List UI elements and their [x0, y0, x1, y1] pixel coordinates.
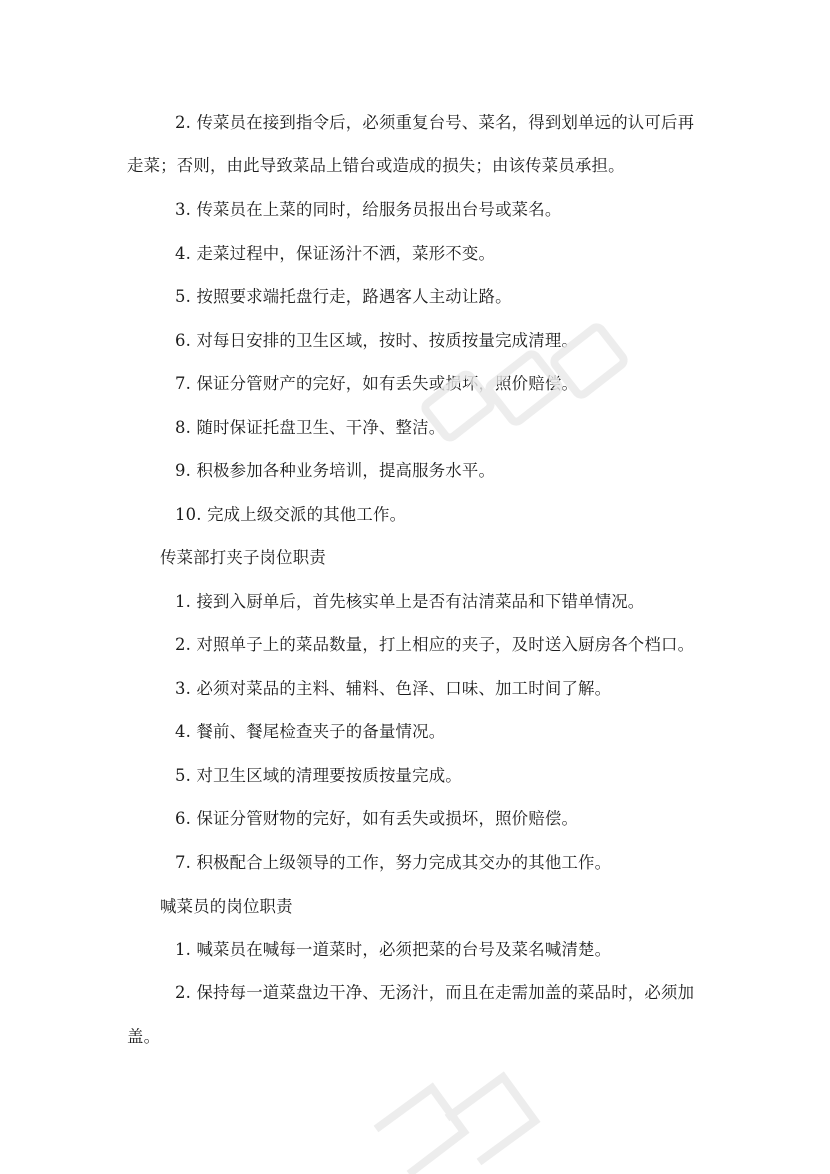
section-heading: 传菜部打夹子岗位职责	[160, 548, 326, 567]
text-line: 3. 必须对菜品的主料、辅料、色泽、口味、加工时间了解。	[175, 679, 612, 698]
text-line: 7. 保证分管财产的完好，如有丢失或损坏，照价赔偿。	[175, 374, 579, 393]
text-line: 1. 接到入厨单后，首先核实单上是否有沽清菜品和下错单情况。	[175, 592, 645, 611]
text-line: 6. 保证分管财物的完好，如有丢失或损坏，照价赔偿。	[175, 809, 579, 828]
text-line: 1. 喊菜员在喊每一道菜时，必须把菜的台号及菜名喊清楚。	[175, 940, 612, 959]
text-line: 走菜；否则，由此导致菜品上错台或造成的损失；由该传菜员承担。	[127, 156, 625, 175]
text-line: 8. 随时保证托盘卫生、干净、整洁。	[175, 418, 446, 437]
text-line: 4. 餐前、餐尾检查夹子的备量情况。	[175, 722, 446, 741]
text-line: 2. 对照单子上的菜品数量，打上相应的夹子，及时送入厨房各个档口。	[175, 635, 695, 654]
text-line: 2. 传菜员在接到指令后，必须重复台号、菜名，得到划单远的认可后再	[175, 113, 695, 132]
text-line: 9. 积极参加各种业务培训，提高服务水平。	[175, 461, 496, 480]
text-line: 7. 积极配合上级领导的工作，努力完成其交办的其他工作。	[175, 853, 612, 872]
text-line: 盖。	[127, 1027, 161, 1046]
section-heading: 喊菜员的岗位职责	[160, 897, 293, 916]
text-line: 10. 完成上级交派的其他工作。	[175, 505, 407, 524]
text-line: 5. 按照要求端托盘行走，路遇客人主动让路。	[175, 287, 512, 306]
text-line: 5. 对卫生区域的清理要按质按量完成。	[175, 766, 462, 785]
text-line: 2. 保持每一道菜盘边干净、无汤汁，而且在走需加盖的菜品时，必须加	[175, 983, 695, 1002]
text-line: 6. 对每日安排的卫生区域，按时、按质按量完成清理。	[175, 331, 579, 350]
text-line: 4. 走菜过程中，保证汤汁不洒，菜形不变。	[175, 244, 496, 263]
text-line: 3. 传菜员在上菜的同时，给服务员报出台号或菜名。	[175, 200, 562, 219]
